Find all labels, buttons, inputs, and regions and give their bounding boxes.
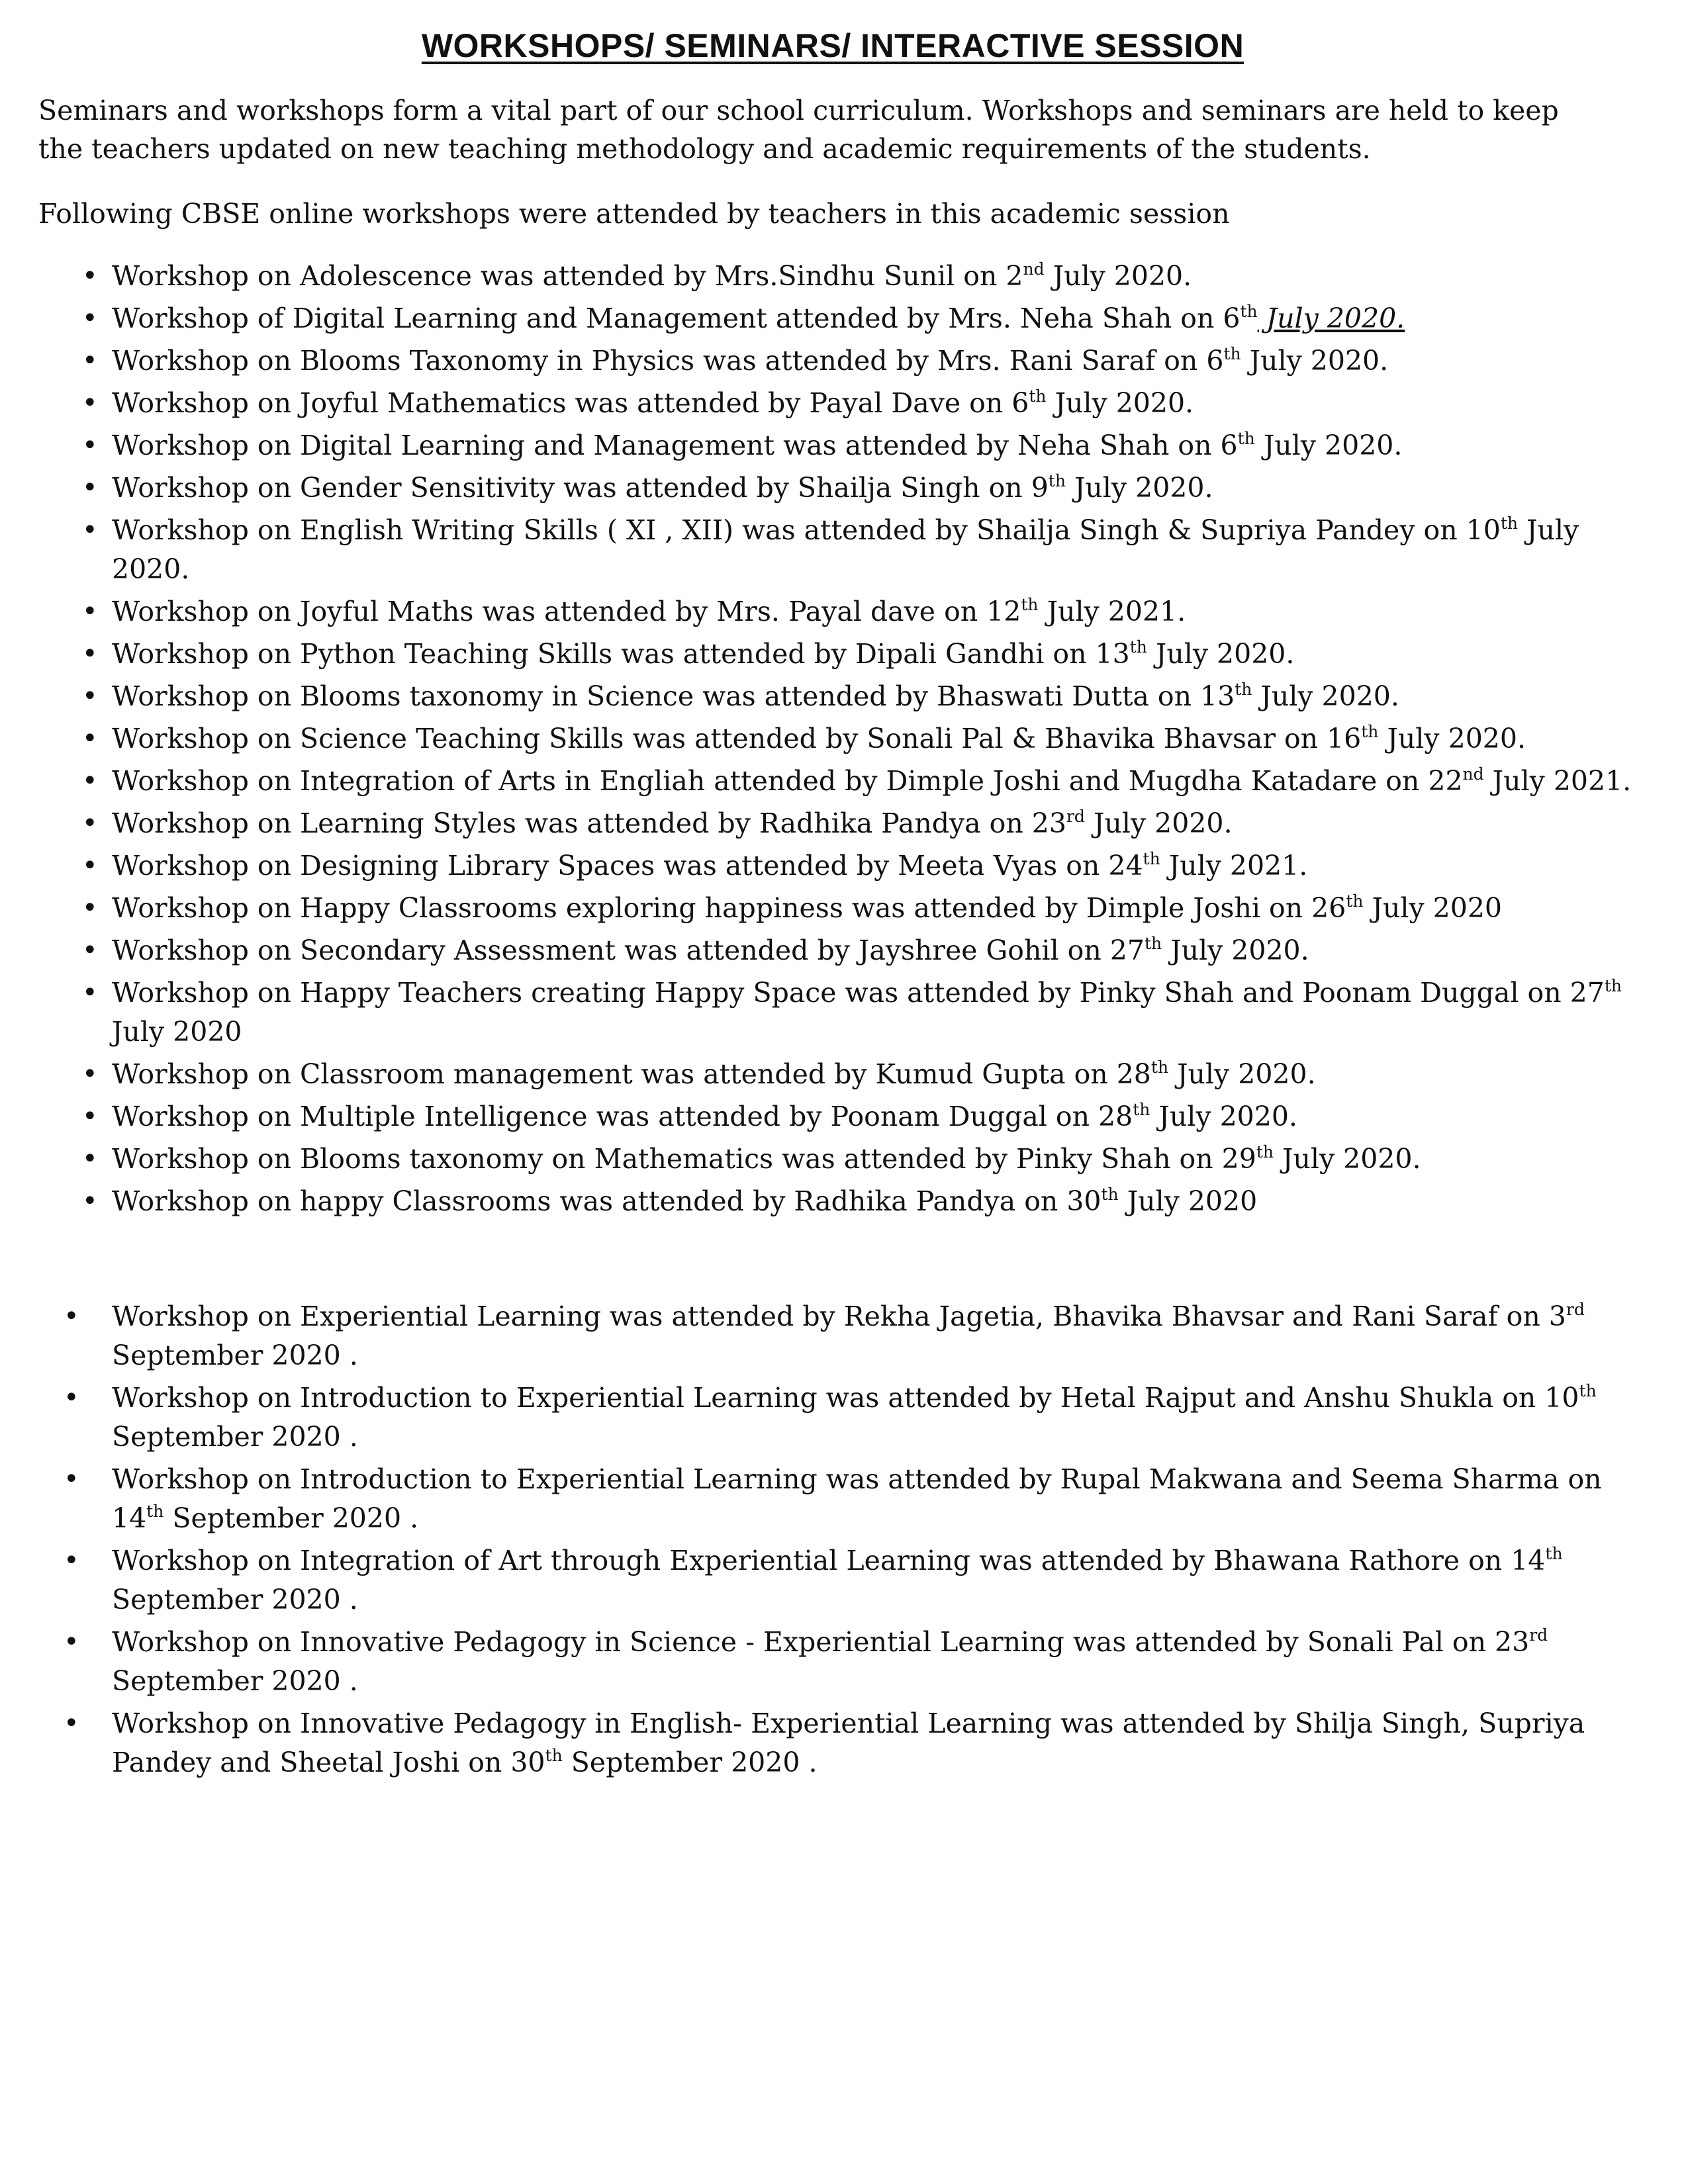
list-item-date: July 2020. <box>1046 387 1194 419</box>
workshop-list-september <box>38 1297 1601 1782</box>
list-item <box>38 299 1634 338</box>
list-item-date: July 2020 <box>1363 892 1503 924</box>
list-item-date: July 2020. <box>1084 807 1233 839</box>
list-item-text: Workshop on Integration of Arts in Engliah attended by Dimple Joshi and Mugdha Katadare on 22 <box>112 765 1463 797</box>
ordinal-suffix: th <box>1237 429 1255 448</box>
list-item <box>38 677 1634 716</box>
list-item-text: Workshop on Secondary Assessment was attended by Jayshree Gohil on 27 <box>112 934 1145 966</box>
list-item-date: September 2020 . <box>164 1502 419 1534</box>
ordinal-suffix: th <box>1223 344 1241 363</box>
list-item <box>38 974 1634 1052</box>
list-item <box>38 1704 1634 1782</box>
ordinal-suffix: th <box>1101 1185 1119 1204</box>
list-item-date: September 2020 . <box>112 1340 358 1371</box>
list-item-date: July 2020. <box>1147 638 1295 670</box>
list-item <box>38 1541 1634 1619</box>
ordinal-suffix: th <box>1545 1544 1563 1563</box>
ordinal-suffix: th <box>1133 1100 1150 1119</box>
workshop-list-july <box>38 257 1632 1221</box>
list-item <box>38 1623 1634 1701</box>
list-item-date: September 2020 . <box>562 1747 818 1778</box>
list-item-text: Workshop on happy Classrooms was attended by Radhika Pandya on 30 <box>112 1185 1102 1217</box>
list-item <box>38 931 1634 970</box>
list-item-text: Workshop on Gender Sensitivity was attended by Shailja Singh on 9 <box>112 472 1049 504</box>
list-item-date: September 2020 . <box>112 1421 358 1453</box>
list-item-date: July 2020 <box>112 1016 242 1048</box>
list-item-date: July 2021. <box>1160 850 1308 882</box>
list-item <box>38 511 1634 589</box>
list-item-text: Workshop on Integration of Art through Experiential Learning was attended by Bhawana Rathore on 14 <box>112 1545 1546 1576</box>
list-item-date: July 2020 <box>1118 1185 1258 1217</box>
list-item-text: Workshop on Happy Classrooms exploring happiness was attended by Dimple Joshi on 26 <box>112 892 1346 924</box>
list-item-text: Workshop on Experiential Learning was attended by Rekha Jagetia, Bhavika Bhavsar and Rani Saraf on 3 <box>112 1300 1566 1332</box>
list-item-text: Workshop on Multiple Intelligence was attended by Poonam Duggal on 28 <box>112 1101 1133 1132</box>
ordinal-suffix: th <box>1048 471 1066 490</box>
ordinal-suffix: th <box>1604 976 1622 995</box>
list-item-text: Workshop on Python Teaching Skills was attended by Dipali Gandhi on 13 <box>112 638 1130 670</box>
list-item-text: Workshop on Learning Styles was attended by Radhika Pandya on 23 <box>112 807 1066 839</box>
list-item <box>38 469 1634 508</box>
ordinal-suffix: th <box>1021 595 1039 614</box>
list-item-text: Workshop on Blooms Taxonomy in Physics was attended by Mrs. Rani Saraf on 6 <box>112 345 1224 377</box>
list-item-text: Workshop on Introduction to Experiential Learning was attended by Hetal Rajput and Anshu Shukla on 10 <box>112 1382 1579 1414</box>
list-item-date: July 2020. <box>1273 1143 1421 1175</box>
ordinal-suffix: th <box>1240 302 1258 321</box>
list-item-date: September 2020 . <box>112 1584 358 1615</box>
list-item <box>38 1297 1634 1375</box>
list-item <box>38 1055 1634 1094</box>
ordinal-suffix: th <box>1361 722 1379 741</box>
ordinal-suffix: nd <box>1462 764 1484 784</box>
list-item <box>38 1182 1634 1221</box>
list-item-text: Workshop on English Writing Skills ( XI , XII) was attended by Shailja Singh & Supriya Pandey on 10 <box>112 514 1501 546</box>
list-item <box>38 762 1634 801</box>
ordinal-suffix: th <box>1346 891 1364 911</box>
list-item-text: Workshop on Science Teaching Skills was attended by Sonali Pal & Bhavika Bhavsar on 16 <box>112 723 1362 754</box>
list-item <box>38 257 1634 296</box>
list-item-text: Workshop on Joyful Mathematics was attended by Payal Dave on 6 <box>112 387 1029 419</box>
list-item-text: Workshop on Joyful Maths was attended by Mrs. Payal dave on 12 <box>112 596 1021 627</box>
ordinal-suffix: th <box>146 1502 164 1521</box>
list-item <box>38 1140 1634 1179</box>
list-item <box>38 719 1634 758</box>
list-item <box>38 1379 1634 1457</box>
list-item-date: July 2021. <box>1483 765 1632 797</box>
ordinal-suffix: nd <box>1023 259 1045 279</box>
list-item-date: July 2020. <box>1065 472 1213 504</box>
ordinal-suffix: th <box>1235 680 1252 699</box>
list-item <box>38 592 1634 631</box>
list-item-date: July 2020. <box>112 514 1579 585</box>
list-item <box>38 804 1634 843</box>
list-item-date: July 2020. <box>1257 302 1405 334</box>
section-gap <box>38 1224 1601 1297</box>
ordinal-suffix: th <box>1129 637 1147 657</box>
list-item-text: Workshop on Adolescence was attended by Mrs.Sindhu Sunil on 2 <box>112 260 1023 292</box>
list-item-date: July 2020. <box>1044 260 1192 292</box>
list-item <box>38 635 1634 674</box>
list-item <box>38 384 1634 423</box>
ordinal-suffix: th <box>1579 1381 1597 1400</box>
list-item-date: September 2020 . <box>112 1665 358 1697</box>
document-page <box>38 26 1632 1786</box>
list-item-text: Workshop on Introduction to Experiential Learning was attended by Rupal Makwana and Seema Sharma on 14 <box>112 1463 1602 1534</box>
list-item <box>38 341 1634 381</box>
list-item-date: July 2020. <box>1150 1101 1297 1132</box>
list-item <box>38 1460 1634 1538</box>
list-item-text: Workshop on Innovative Pedagogy in Science - Experiential Learning was attended by Sonali Pal on 23 <box>112 1626 1530 1658</box>
list-item-date: July 2021. <box>1038 596 1186 627</box>
ordinal-suffix: th <box>1143 849 1160 868</box>
list-item-date: July 2020. <box>1252 680 1399 712</box>
ordinal-suffix: th <box>1500 514 1518 533</box>
list-item-text: Workshop on Blooms taxonomy in Science was attended by Bhaswati Dutta on 13 <box>112 680 1235 712</box>
list-item-date: July 2020. <box>1241 345 1389 377</box>
list-item-date: July 2020. <box>1378 723 1526 754</box>
ordinal-suffix: th <box>545 1746 563 1765</box>
list-item-date: July 2020. <box>1162 934 1309 966</box>
ordinal-suffix: th <box>1150 1058 1169 1077</box>
list-item-text: Workshop on Happy Teachers creating Happy Space was attended by Pinky Shah and Poonam Duggal on 27 <box>112 977 1605 1009</box>
ordinal-suffix: th <box>1256 1142 1274 1161</box>
list-item <box>38 426 1634 465</box>
list-item <box>38 846 1634 886</box>
ordinal-suffix: rd <box>1529 1625 1548 1645</box>
intro-paragraph-2: Following CBSE online workshops were attended by teachers in this academic session <box>38 198 1230 230</box>
list-item-text: Workshop on Digital Learning and Management was attended by Neha Shah on 6 <box>112 430 1238 461</box>
list-item-text: Workshop of Digital Learning and Management attended by Mrs. Neha Shah on 6 <box>112 302 1241 334</box>
ordinal-suffix: th <box>1029 387 1047 406</box>
list-item <box>38 1097 1634 1136</box>
list-item-text: Workshop on Classroom management was attended by Kumud Gupta on 28 <box>112 1058 1151 1090</box>
ordinal-suffix: rd <box>1566 1300 1585 1319</box>
ordinal-suffix: th <box>1144 934 1162 953</box>
list-item-date: July 2020. <box>1168 1058 1316 1090</box>
list-item-date: July 2020. <box>1254 430 1403 461</box>
list-item-text: Workshop on Designing Library Spaces was attended by Meeta Vyas on 24 <box>112 850 1143 882</box>
list-item-text: Workshop on Innovative Pedagogy in English- Experiential Learning was attended by Shilja Singh, Supriya Pandey and Sheetal Joshi on 30 <box>112 1707 1585 1778</box>
intro-paragraph: Seminars and workshops form a vital part of our school curriculum. Workshops and seminars are held to keep the teachers updated on new teaching methodology and academic requirements of the students. <box>38 95 1559 165</box>
list-item-text: Workshop on Blooms taxonomy on Mathematics was attended by Pinky Shah on 29 <box>112 1143 1256 1175</box>
ordinal-suffix: rd <box>1066 807 1085 826</box>
list-item <box>38 889 1634 928</box>
page-title: WORKSHOPS/ SEMINARS/ INTERACTIVE SESSION <box>421 27 1244 64</box>
